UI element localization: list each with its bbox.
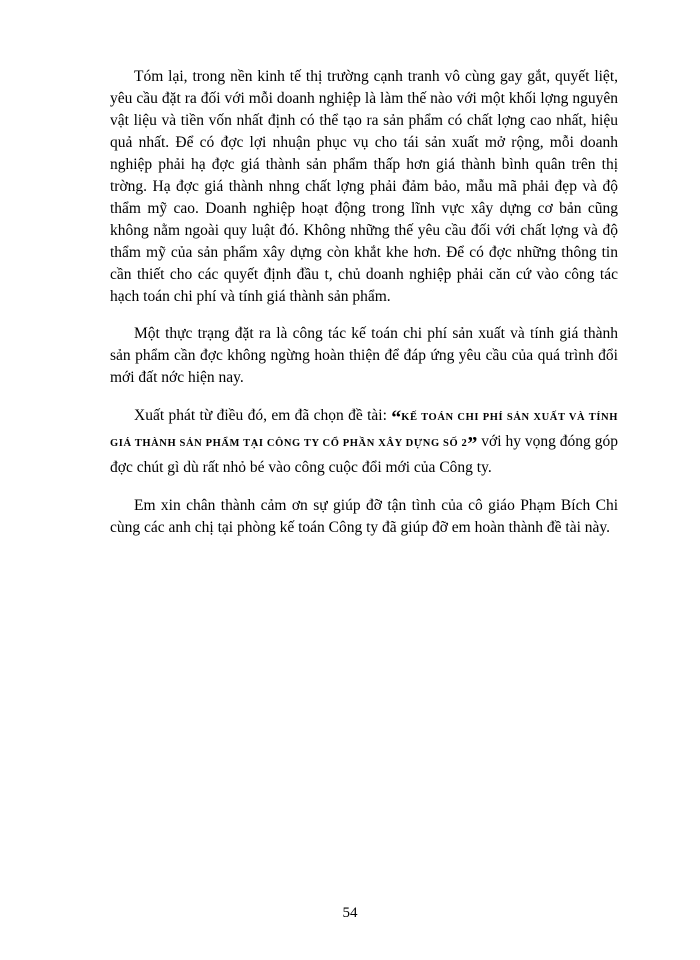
paragraph-topic-selection xyxy=(110,404,618,480)
topic-intro-text: Xuất phát từ điều đó, em đã chọn đề tài: xyxy=(134,407,392,424)
page-number: 54 xyxy=(342,905,358,921)
paragraph-summary: Tóm lại, trong nền kinh tế thị trường cạnh tranh vô cùng gay gắt, quyết liệt, yêu cầu đặt ra đối với mỗi doanh nghiệp là làm thế nào với một khối lợng nguyên vật liệu và tiền vốn nhất định có thể tạo ra sản phẩm có chất lợng cao nhất, hiệu quả nhất. Để có đợc lợi nhuận phục vụ cho tái sản xuất mở rộng, mỗi doanh nghiệp phải hạ đợc giá thành sản phẩm thấp hơn giá thành bình quân trên thị trờng. Hạ đợc giá thành nhng chất lợng phải đảm bảo, mẫu mã phải đẹp và độ thẩm mỹ cao. Doanh nghiệp hoạt động trong lĩnh vực xây dựng cơ bản cũng không nằm ngoài quy luật đó. Không những thế yêu cầu đối với chất lợng và độ thẩm mỹ của sản phẩm xây dựng còn khắt khe hơn. Để có đợc những thông tin cần thiết cho các quyết định đầu t, chủ doanh nghiệp phải căn cứ vào công tác hạch toán chi phí và tính giá thành sản phẩm. xyxy=(110,68,618,305)
topic-close-quote: ” xyxy=(467,433,478,455)
paragraph-acknowledgement: Em xin chân thành cảm ơn sự giúp đỡ tận tình của cô giáo Phạm Bích Chi cùng các anh chị tại phòng kế toán Công ty đã giúp đỡ em hoàn thành đề tài này. xyxy=(110,497,618,536)
thesis-title: KẾ TOÁN CHI PHÍ SẢN XUẤT VÀ TÍNH GIÁ THÀNH SẢN PHẨM TẠI CÔNG TY CỔ PHẦN XÂY DỰNG SỐ 2 xyxy=(110,412,618,449)
topic-outro-text: với hy vọng đóng góp đợc chút gì dù rất nhỏ bé vào công cuộc đổi mới của Công ty. xyxy=(110,433,618,476)
topic-open-quote: “ xyxy=(391,407,402,429)
document-body xyxy=(110,66,618,554)
paragraph-current-situation: Một thực trạng đặt ra là công tác kế toán chi phí sản xuất và tính giá thành sản phẩm cần đợc không ngừng hoàn thiện để đáp ứng yêu cầu của quá trình đổi mới đất nớc hiện nay. xyxy=(110,325,618,386)
